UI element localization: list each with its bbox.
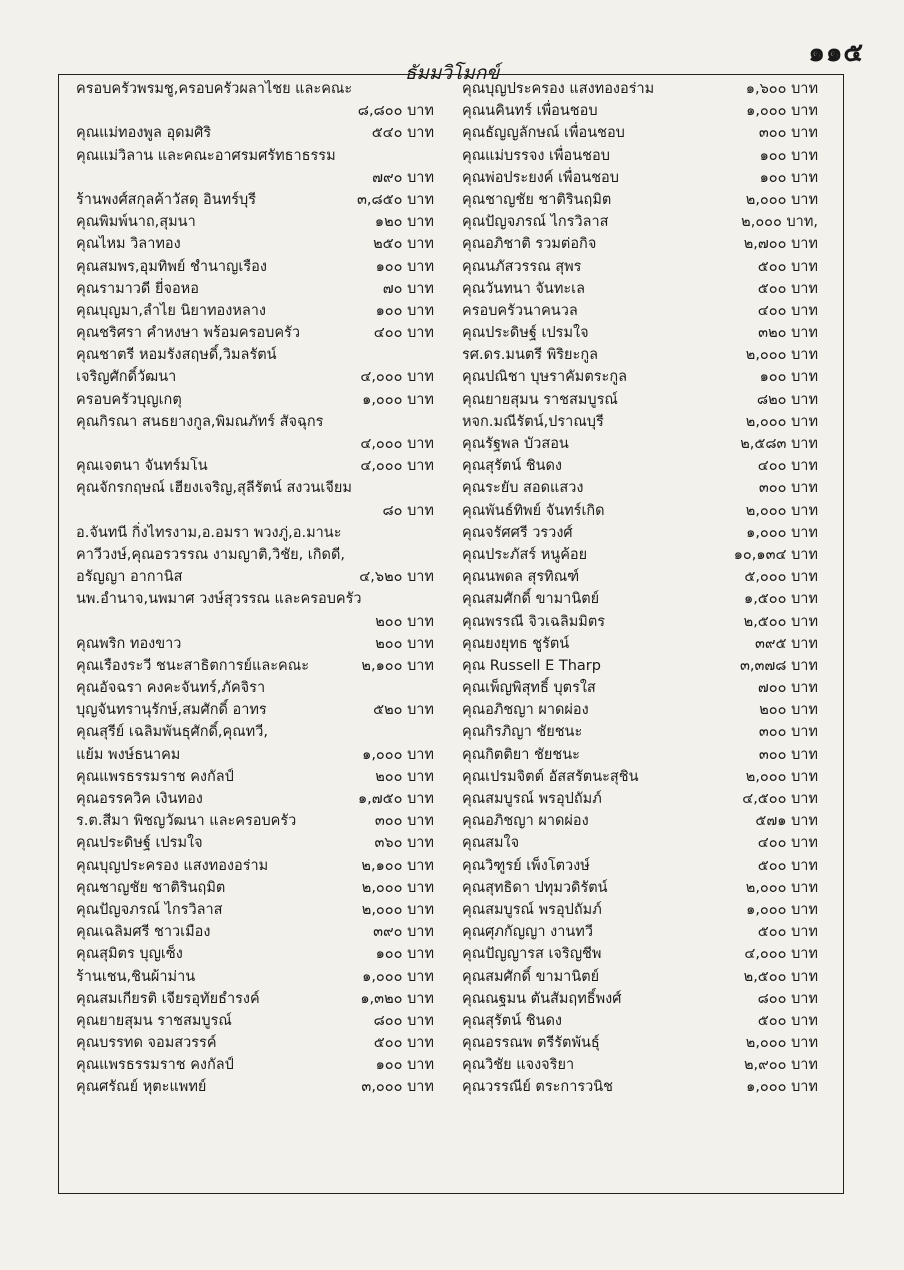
donation-amount: ๒,๗๐๐ บาท bbox=[743, 236, 818, 253]
donation-amount: ๕๐๐ บาท bbox=[757, 280, 818, 297]
donation-amount: ๑,๐๐๐ บาท bbox=[746, 103, 818, 120]
donor-name: คุณเปรมจิตต์ อัสสรัตนะสุชิน bbox=[462, 768, 639, 785]
donation-amount: ๔,๐๐๐ บาท bbox=[744, 946, 818, 963]
donation-amount: ๓๖๐ บาท bbox=[374, 835, 434, 852]
donor-row bbox=[462, 988, 818, 1010]
donation-amount: ๑๐๐ บาท bbox=[759, 147, 818, 164]
donor-row bbox=[462, 122, 818, 144]
donor-row bbox=[76, 921, 434, 943]
donor-name: ครอบครัวบุญเกตุ bbox=[76, 391, 182, 408]
donation-amount: ๑๐๐ บาท bbox=[759, 369, 818, 386]
donation-amount: ๔๐๐ บาท bbox=[373, 325, 434, 342]
donation-amount: ๒,๑๐๐ บาท bbox=[361, 857, 434, 874]
donor-row bbox=[462, 744, 818, 766]
donation-amount: ๒๐๐ บาท bbox=[375, 635, 434, 652]
donor-row bbox=[462, 167, 818, 189]
donor-name: คุณสมบูรณ์ พรอุปถัมภ์ bbox=[462, 791, 602, 807]
donor-row bbox=[462, 389, 818, 411]
donor-name: คุณวรรณีย์ ตระการวนิช bbox=[462, 1079, 614, 1096]
donation-amount: ๒,๕๐๐ บาท bbox=[743, 968, 818, 985]
donation-amount: ๔๐๐ บาท bbox=[757, 835, 818, 852]
header-title: ธัมมวิโมกข์ bbox=[404, 62, 500, 84]
donor-row bbox=[76, 322, 434, 344]
donation-amount: ๒,๕๘๓ บาท bbox=[740, 436, 818, 452]
donation-amount: ๔,๖๒๐ บาท bbox=[359, 569, 434, 586]
donation-amount: ๓๙๐ บาท bbox=[373, 924, 434, 941]
donor-row bbox=[462, 588, 818, 610]
donor-name: คุณอรรณพ ตรีรัตพันธุ์ bbox=[462, 1035, 600, 1052]
donor-row bbox=[76, 256, 434, 278]
donation-amount: ๕๐๐ บาท bbox=[757, 258, 818, 275]
donor-row bbox=[462, 1054, 818, 1076]
donation-amount: ๑,๓๒๐ บาท bbox=[360, 990, 434, 1007]
donor-name: ร้านพงศ์สกุลค้าวัสดุ อินทร์บุรี bbox=[76, 191, 257, 208]
donation-amount: ๓๒๐ บาท bbox=[758, 325, 818, 342]
donation-amount: ๓,๓๗๘ บาท bbox=[739, 657, 818, 674]
donor-name: คุณยายสุมน ราชสมบูรณ์ bbox=[76, 1012, 232, 1029]
donor-row bbox=[76, 189, 434, 211]
donor-name: คุณเพ็ญพิสุทธิ์ บุตรใส bbox=[462, 680, 596, 697]
donor-name: คุณอภิชาติ รวมต่อกิจ bbox=[462, 236, 597, 253]
donor-name: คุณแม่วิลาน และคณะอาศรมศรัทธาธรรม bbox=[76, 147, 336, 164]
donation-amount: ๕,๐๐๐ บาท bbox=[744, 569, 818, 586]
donor-name: แย้ม พงษ์ธนาคม bbox=[76, 746, 181, 763]
donor-row bbox=[462, 455, 818, 477]
donation-amount: ๑,๐๐๐ บาท bbox=[746, 524, 818, 541]
donor-name: คุณชาญชัย ชาติรินฤมิต bbox=[462, 191, 612, 208]
donor-name: คุณอรรควิค เงินทอง bbox=[76, 791, 203, 807]
donation-amount: ๕๗๑ บาท bbox=[755, 813, 818, 830]
donation-amount: ๑,๐๐๐ บาท bbox=[362, 391, 434, 408]
donor-name: คุณชริศรา คำหงษา พร้อมครอบครัว bbox=[76, 325, 300, 342]
donation-amount: ๔,๐๐๐ บาท bbox=[360, 458, 434, 475]
donor-name: คุณพ่อประยงค์ เพื่อนชอบ bbox=[462, 169, 619, 186]
donation-amount: ๑,๖๐๐ บาท bbox=[745, 81, 818, 97]
donor-name: คุณไหม วิลาทอง bbox=[76, 236, 181, 253]
donor-row bbox=[462, 921, 818, 943]
donor-row bbox=[462, 877, 818, 899]
donor-row bbox=[76, 877, 434, 899]
donor-name: คุณพันธ์ทิพย์ จันทร์เกิด bbox=[462, 502, 605, 519]
donation-amount: ๑,๐๐๐ บาท bbox=[362, 968, 434, 985]
donor-name: คุณชาญชัย ชาติรินฤมิต bbox=[76, 879, 226, 896]
donation-amount: ๒,๐๐๐ บาท bbox=[361, 901, 434, 918]
donor-name: คุณวันทนา จันทะเล bbox=[462, 280, 586, 297]
donor-row bbox=[76, 1054, 434, 1076]
donor-row bbox=[462, 278, 818, 300]
donor-name: คุณรามาวดี ยี่จอหอ bbox=[76, 280, 199, 297]
donation-amount: ๑๐,๑๓๔ บาท bbox=[733, 546, 818, 563]
donation-amount: ๕๐๐ บาท bbox=[757, 924, 818, 941]
donor-row bbox=[76, 167, 434, 189]
donor-row bbox=[462, 78, 818, 100]
donation-amount: ๑๐๐ บาท bbox=[375, 302, 434, 319]
donor-name: คุณนคินทร์ เพื่อนชอบ bbox=[462, 103, 598, 120]
donor-name: คุณสมบูรณ์ พรอุปถัมภ์ bbox=[462, 901, 602, 918]
donor-name: คุณสมศักดิ์ ขามานิตย์ bbox=[462, 591, 600, 608]
donor-row bbox=[76, 810, 434, 832]
donor-row bbox=[462, 633, 818, 655]
donation-amount: ๗๐๐ บาท bbox=[757, 680, 818, 697]
donor-row bbox=[76, 788, 434, 810]
donor-row bbox=[76, 744, 434, 766]
donor-row bbox=[76, 943, 434, 965]
donor-row bbox=[462, 189, 818, 211]
donor-name: คุณสุรัตน์ ชินดง bbox=[462, 1012, 562, 1029]
donor-name: คุณปัญจภรณ์ ไกรวิลาส bbox=[76, 901, 223, 918]
donation-amount: ๕๐๐ บาท bbox=[373, 1035, 434, 1052]
donation-amount: ๓๐๐ บาท bbox=[374, 813, 434, 830]
donor-name: คุณเฉลิมศรี ชาวเมือง bbox=[76, 924, 211, 941]
right-column bbox=[462, 78, 818, 1099]
donor-row bbox=[76, 145, 434, 167]
donation-amount: ๒,๐๐๐ บาท bbox=[745, 413, 818, 430]
donor-row bbox=[462, 322, 818, 344]
donor-row bbox=[76, 411, 434, 433]
donation-amount: ๒,๐๐๐ บาท bbox=[361, 879, 434, 896]
donor-name: คุณจรัศศรี วรวงศ์ bbox=[462, 524, 573, 541]
donor-row bbox=[462, 810, 818, 832]
donor-name: คุณกิรณา สนธยางกูล,พิมณภัทร์ สัจฉุกร bbox=[76, 413, 324, 430]
donor-name: คุณธัญญลักษณ์ เพื่อนชอบ bbox=[462, 125, 625, 142]
donor-row bbox=[76, 211, 434, 233]
donor-row bbox=[462, 256, 818, 278]
donor-row bbox=[76, 1010, 434, 1032]
donor-row bbox=[76, 78, 434, 100]
donation-amount: ๓๐๐ บาท bbox=[758, 746, 818, 763]
donor-name: คุณนภัสวรรณ สุพร bbox=[462, 258, 582, 275]
donor-row bbox=[76, 832, 434, 854]
donor-row bbox=[76, 988, 434, 1010]
donation-amount: ๑,๐๐๐ บาท bbox=[746, 1079, 818, 1096]
donor-name: คุณระยับ สอดแสวง bbox=[462, 480, 584, 497]
donor-row bbox=[76, 633, 434, 655]
donor-name: อ.จันทนี กิ่งไทรงาม,อ.อมรา พวงภู่,อ.มานะ bbox=[76, 524, 342, 541]
donor-name: คุณรัฐพล บัวสอน bbox=[462, 436, 569, 452]
donor-name: คุณกิตติยา ชัยชนะ bbox=[462, 746, 580, 763]
donation-amount: ๘๒๐ บาท bbox=[756, 391, 818, 408]
donation-amount: ๑๐๐ บาท bbox=[375, 946, 434, 963]
donor-name: คุณปัญญารส เจริญชีพ bbox=[462, 946, 602, 963]
donation-amount: ๓๐๐ บาท bbox=[758, 724, 818, 741]
donor-row bbox=[462, 544, 818, 566]
donor-name: คุณบุญประครอง แสงทองอร่าม bbox=[76, 857, 269, 874]
donor-name: คุณศุภกัญญา งานทวี bbox=[462, 924, 593, 941]
donor-name: รศ.ดร.มนตรี พิริยะกูล bbox=[462, 347, 598, 364]
donor-row bbox=[462, 966, 818, 988]
donor-row bbox=[462, 300, 818, 322]
donor-row bbox=[462, 566, 818, 588]
donation-amount: ๑,๐๐๐ บาท bbox=[362, 746, 434, 763]
donor-row bbox=[76, 611, 434, 633]
donor-name: หจก.มณีรัตน์,ปราณบุรี bbox=[462, 413, 604, 430]
donation-amount: ๒๐๐ บาท bbox=[375, 613, 434, 630]
donor-row bbox=[76, 477, 434, 499]
donor-name: บุญจันทรานุรักษ์,สมศักดิ์ อาทร bbox=[76, 702, 267, 719]
donor-name: นพ.อำนาจ,นพมาศ วงษ์สุวรรณ และครอบครัว bbox=[76, 591, 362, 608]
donor-row bbox=[76, 122, 434, 144]
donor-name: คุณเจตนา จันทร์มโน bbox=[76, 458, 208, 475]
donor-row bbox=[76, 389, 434, 411]
donor-row bbox=[76, 899, 434, 921]
donor-name: คุณแม่ทองพูล อุดมศิริ bbox=[76, 125, 212, 142]
donation-amount: ๑,๐๐๐ บาท bbox=[746, 901, 818, 918]
donor-name: คุณพริก ทองขาว bbox=[76, 635, 182, 652]
donor-name: คุณบุญประครอง แสงทองอร่าม bbox=[462, 81, 655, 97]
donation-amount: ๔๐๐ บาท bbox=[757, 302, 818, 319]
donor-row bbox=[462, 677, 818, 699]
donor-row bbox=[462, 766, 818, 788]
donor-name: คุณอภิชญา ผาดผ่อง bbox=[462, 702, 589, 719]
donor-row bbox=[462, 1032, 818, 1054]
donation-amount: ๑๐๐ บาท bbox=[759, 169, 818, 186]
donation-amount: ๓,๐๐๐ บาท bbox=[361, 1079, 434, 1096]
donor-row bbox=[462, 1076, 818, 1098]
donation-amount: ๘,๘๐๐ บาท bbox=[357, 103, 434, 120]
donor-row bbox=[462, 655, 818, 677]
donor-row bbox=[76, 566, 434, 588]
donor-row bbox=[462, 943, 818, 965]
donor-row bbox=[462, 721, 818, 743]
donor-row bbox=[76, 1032, 434, 1054]
donor-row bbox=[76, 522, 434, 544]
donation-amount: ๒,๐๐๐ บาท bbox=[745, 768, 818, 785]
donor-row bbox=[76, 544, 434, 566]
donor-name: อรัญญา อากานิส bbox=[76, 569, 183, 586]
donation-amount: ๓,๘๕๐ บาท bbox=[356, 191, 434, 208]
page-number: ๑๑๕ bbox=[808, 38, 864, 68]
donation-amount: ๘๐๐ บาท bbox=[373, 1012, 434, 1029]
donation-amount: ๒,๐๐๐ บาท, bbox=[741, 214, 818, 231]
donor-row bbox=[462, 366, 818, 388]
donor-name: ร้านเชน,ชินผ้าม่าน bbox=[76, 968, 196, 985]
donor-row bbox=[462, 1010, 818, 1032]
donor-name: คุณสุมิตร บุญเซ็ง bbox=[76, 946, 183, 963]
donor-name: คุณอภิชญา ผาดผ่อง bbox=[462, 813, 589, 830]
donation-amount: ๓๙๕ บาท bbox=[754, 635, 818, 652]
donation-amount: ๗๙๐ บาท bbox=[372, 169, 434, 186]
donation-amount: ๔,๐๐๐ บาท bbox=[360, 436, 434, 452]
donor-row bbox=[76, 655, 434, 677]
donor-name: คุณแพรธรรมราช คงกัลป์ bbox=[76, 1057, 234, 1074]
donor-name: คุณสมใจ bbox=[462, 835, 520, 852]
donor-row bbox=[462, 211, 818, 233]
donor-name: คุณศรัณย์ หุตะแพทย์ bbox=[76, 1079, 207, 1096]
donor-name: คุณยายสุมน ราชสมบูรณ์ bbox=[462, 391, 618, 408]
donor-row bbox=[76, 433, 434, 455]
donation-amount: ๕๐๐ บาท bbox=[757, 1012, 818, 1029]
donation-amount: ๑๐๐ บาท bbox=[375, 1057, 434, 1074]
donation-amount: ๔,๐๐๐ บาท bbox=[360, 369, 434, 386]
donor-row bbox=[76, 1076, 434, 1098]
donor-row bbox=[76, 699, 434, 721]
donor-row bbox=[76, 677, 434, 699]
donation-amount: ๕๔๐ บาท bbox=[371, 125, 434, 142]
donor-name: คุณแม่บรรจง เพื่อนชอบ bbox=[462, 147, 610, 164]
donation-amount: ๑๒๐ บาท bbox=[374, 214, 434, 231]
donor-row bbox=[462, 832, 818, 854]
donor-row bbox=[462, 433, 818, 455]
donation-amount: ๒๐๐ บาท bbox=[375, 768, 434, 785]
donor-row bbox=[462, 411, 818, 433]
donor-row bbox=[462, 855, 818, 877]
donor-name: คุณ Russell E Tharp bbox=[462, 657, 601, 674]
donor-row bbox=[462, 100, 818, 122]
donor-row bbox=[462, 699, 818, 721]
donor-row bbox=[76, 966, 434, 988]
donor-row bbox=[76, 766, 434, 788]
donor-row bbox=[76, 500, 434, 522]
donation-amount: ๒,๙๐๐ บาท bbox=[743, 1057, 818, 1074]
donor-row bbox=[462, 500, 818, 522]
donor-name: คุณปัญจภรณ์ ไกรวิลาส bbox=[462, 214, 609, 231]
donor-name: คุณณฐมน ตันสัมฤทธิ์พงศ์ bbox=[462, 990, 622, 1007]
donor-name: ครอบครัวพรมชู,ครอบครัวผลาไชย และคณะ bbox=[76, 81, 353, 97]
donor-row bbox=[462, 477, 818, 499]
donor-name: คุณอัจฉรา คงคะจันทร์,ภัคจิรา bbox=[76, 680, 266, 697]
donor-name: ครอบครัวนาคนวล bbox=[462, 302, 578, 319]
donation-amount: ๒,๐๐๐ บาท bbox=[745, 1035, 818, 1052]
donor-row bbox=[462, 344, 818, 366]
donor-name: คุณกิรภิญา ชัยชนะ bbox=[462, 724, 583, 741]
donation-amount: ๔,๕๐๐ บาท bbox=[742, 791, 818, 807]
donor-row bbox=[462, 611, 818, 633]
donor-row bbox=[76, 588, 434, 610]
donation-amount: ๒,๐๐๐ บาท bbox=[745, 502, 818, 519]
donor-name: เจริญศักดิ์วัฒนา bbox=[76, 369, 177, 386]
donor-row bbox=[76, 855, 434, 877]
donor-name: คุณเรืองระวี ชนะสาธิตการย์และคณะ bbox=[76, 657, 309, 674]
donor-name: คุณวิชัย แจงจริยา bbox=[462, 1057, 575, 1074]
donor-name: คุณยงยุทธ ชูรัตน์ bbox=[462, 635, 570, 652]
donor-name: คุณวิฑูรย์ เพ็งโตวงษ์ bbox=[462, 857, 590, 874]
donor-row bbox=[76, 721, 434, 743]
donation-amount: ๘๐๐ บาท bbox=[757, 990, 818, 1007]
donor-name: คุณประดิษฐ์ เปรมใจ bbox=[462, 325, 589, 342]
donor-name: คุณสุรัตน์ ชินดง bbox=[462, 458, 562, 475]
donor-name: คุณแพรธรรมราช คงกัลป์ bbox=[76, 768, 234, 785]
donor-name: คุณประภัสร์ หนูค้อย bbox=[462, 546, 588, 563]
donor-name: คุณพิมพ์นาถ,สุมนา bbox=[76, 214, 196, 231]
donor-row bbox=[462, 522, 818, 544]
donor-row bbox=[462, 233, 818, 255]
donor-row bbox=[76, 233, 434, 255]
donor-name: คุณบรรทด จอมสวรรค์ bbox=[76, 1035, 217, 1052]
donation-amount: ๒,๐๐๐ บาท bbox=[745, 191, 818, 208]
donor-name: คาวีวงษ์,คุณอรวรรณ งามญาติ,วิชัย, เกิดดี, bbox=[76, 546, 345, 563]
donor-name: คุณสมพร,อุมทิพย์ ชำนาญเรือง bbox=[76, 258, 267, 275]
donation-amount: ๑,๕๐๐ บาท bbox=[743, 591, 818, 608]
donation-amount: ๒๐๐ บาท bbox=[759, 702, 818, 719]
donation-amount: ๔๐๐ บาท bbox=[757, 458, 818, 475]
donor-row bbox=[76, 278, 434, 300]
donor-row bbox=[462, 145, 818, 167]
donor-name: คุณจักรกฤษณ์ เฮียงเจริญ,สุลีรัตน์ สงวนเจียม bbox=[76, 480, 352, 497]
donor-name: คุณสมเกียรติ เจียรอุทัยธำรงค์ bbox=[76, 990, 260, 1007]
donation-amount: ๒,๐๐๐ บาท bbox=[745, 347, 818, 364]
donor-name: คุณปณิชา บุษราคัมตระกูล bbox=[462, 369, 628, 386]
donor-name: คุณสมศักดิ์ ขามานิตย์ bbox=[462, 968, 600, 985]
donation-amount: ๓๐๐ บาท bbox=[758, 480, 818, 497]
donor-row bbox=[76, 100, 434, 122]
donor-row bbox=[462, 899, 818, 921]
donation-amount: ๑,๗๕๐ บาท bbox=[357, 791, 434, 807]
donor-row bbox=[76, 300, 434, 322]
donor-name: ร.ต.สีมา พิชญวัฒนา และครอบครัว bbox=[76, 813, 297, 830]
donor-name: คุณสุทธิดา ปทุมวดิรัตน์ bbox=[462, 879, 608, 896]
donor-name: คุณบุญมา,ลำไย นิยาทองหลาง bbox=[76, 302, 267, 319]
donation-amount: ๘๐ บาท bbox=[382, 502, 434, 519]
donor-row bbox=[76, 366, 434, 388]
donation-amount: ๕๐๐ บาท bbox=[757, 857, 818, 874]
donation-amount: ๗๐ บาท bbox=[382, 280, 434, 297]
donor-name: คุณชาตรี หอมรังสฤษดิ์,วิมลรัตน์ bbox=[76, 347, 277, 364]
donation-amount: ๑๐๐ บาท bbox=[375, 258, 434, 275]
donor-name: คุณสุรีย์ เฉลิมพันธุศักดิ์,คุณทวี, bbox=[76, 724, 268, 741]
donor-row bbox=[76, 455, 434, 477]
donation-amount: ๒๕๐ บาท bbox=[373, 236, 434, 253]
donation-amount: ๒,๕๐๐ บาท bbox=[743, 613, 818, 630]
donation-amount: ๒,๐๐๐ บาท bbox=[745, 879, 818, 896]
donation-amount: ๕๒๐ บาท bbox=[373, 702, 434, 719]
donor-name: คุณพรรณี จิวเฉลิมมิตร bbox=[462, 613, 606, 630]
left-column bbox=[76, 78, 434, 1099]
donation-amount: ๓๐๐ บาท bbox=[758, 125, 818, 142]
donor-row bbox=[76, 344, 434, 366]
donation-amount: ๒,๑๐๐ บาท bbox=[361, 657, 434, 674]
donor-name: คุณประดิษฐ์ เปรมใจ bbox=[76, 835, 203, 852]
donor-row bbox=[462, 788, 818, 810]
donor-name: คุณนพดล สุรทิณฑ์ bbox=[462, 569, 580, 586]
